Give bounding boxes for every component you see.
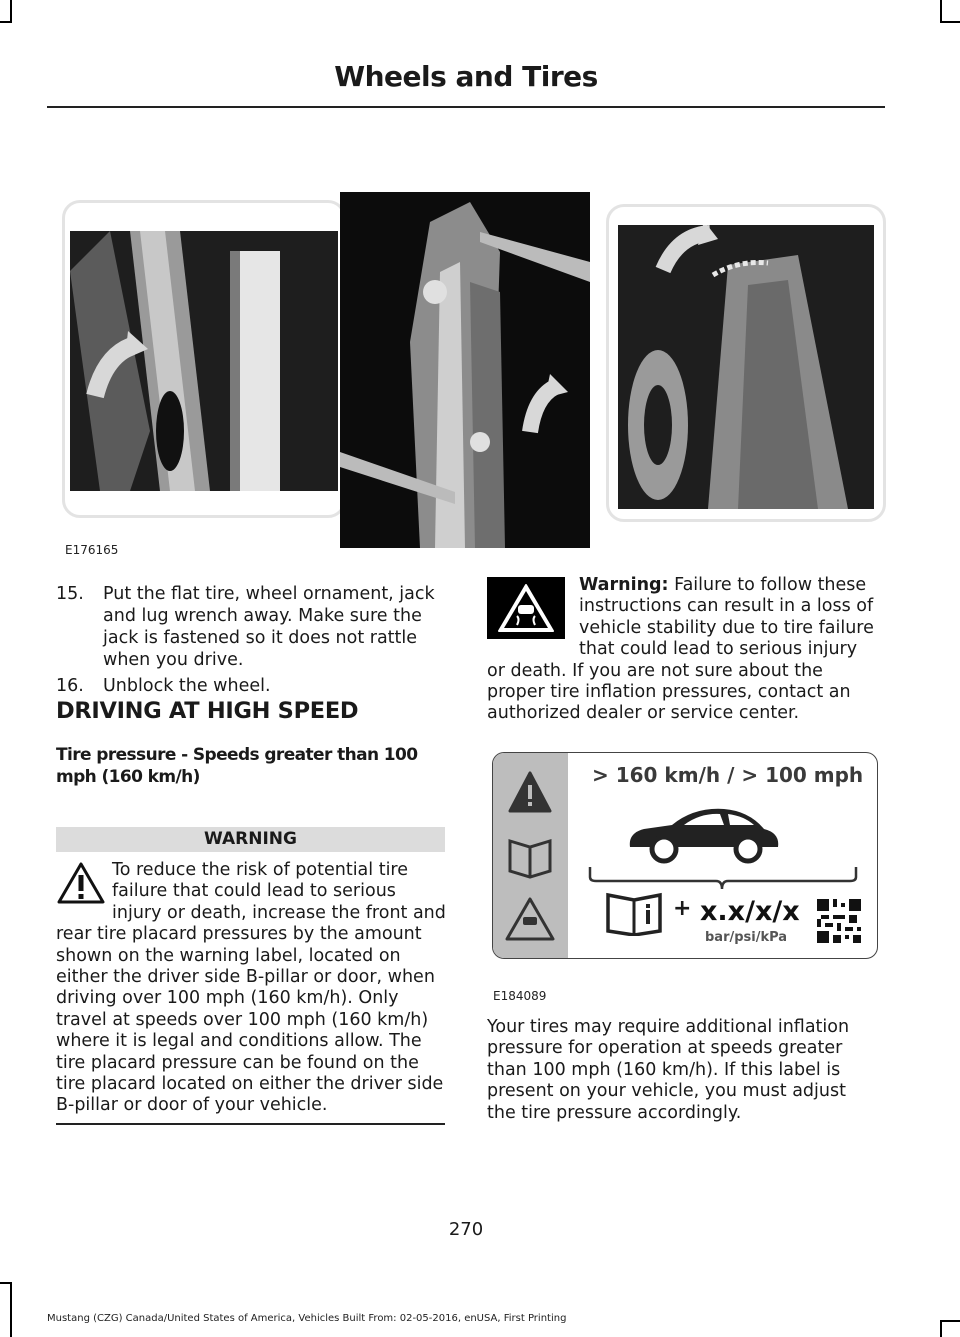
pressure-units: bar/psi/kPa [705,930,788,945]
step-16 [56,675,448,697]
plus-sign [673,896,691,921]
skid-warning-icon [487,577,565,643]
step-15 [56,583,448,671]
jack-stowage-illustration [62,192,886,557]
page-title: Wheels and Tires [334,60,598,93]
plus-text: + [673,896,692,921]
figure-code: E184089 [493,989,547,1003]
manual-book-icon [605,890,663,936]
crop-mark [940,0,942,22]
center-jack-view [340,192,590,548]
right-detail-panel [606,204,886,522]
car-silhouette-icon [624,803,784,867]
label-icon-strip [493,753,568,958]
crop-mark [940,21,960,23]
warning-triangle-icon [56,860,106,924]
page-footer: Mustang (CZG) Canada/United States of America, Vehicles Built From: 02-05-2016, enUSA, First Printing [47,1313,567,1324]
crop-mark [0,21,12,23]
warning-body: Failure to follow these instructions can result in a loss of vehicle stability due to tire failure that could lead to serious injury or death. If you are not sure about the proper tire inflation pressures, contact an authorized dealer or service center. [487,575,874,724]
high-speed-tire-label-figure [492,752,878,959]
header-rule [47,106,885,108]
stability-warning [487,575,879,725]
crop-mark [940,1320,960,1322]
step-text: Unblock the wheel. [103,676,271,696]
crop-mark [10,1282,12,1337]
crop-mark [940,1320,942,1337]
page-number: 270 [448,1219,484,1240]
left-detail-panel [62,200,346,518]
step-number: 16. [56,676,84,696]
speed-threshold: > 160 km/h / > 100 mph [592,763,864,787]
body-paragraph: Your tires may require additional inflation pressure for operation at speeds greater than 100 mph (160 km/h). If this label is present on your vehicle, you must adjust the tire pressure accordingly. [487,1017,850,1123]
crop-mark [10,0,12,22]
warning-label: WARNING [56,827,445,852]
pressure-value: x.x/x/x [700,896,800,927]
warning-end-rule [56,1123,445,1125]
step-text: Put the flat tire, wheel ornament, jack and lug wrench away. Make sure the jack is fastened so it does not rattle when you drive. [103,584,435,670]
warning-box [56,860,448,1117]
step-number: 15. [56,584,84,604]
qr-code-icon [817,899,861,943]
section-subheading: Tire pressure - Speeds greater than 100 mph (160 km/h) [56,745,418,787]
section-heading: DRIVING AT HIGH SPEED [56,698,359,724]
figure-code: E176165 [65,543,119,557]
warning-lead: Warning: [579,575,669,595]
crop-mark [0,1282,12,1284]
warning-text: To reduce the risk of potential tire failure that could lead to serious injury or death, increase the front and rear tire placard pressures by the amount shown on the warning label, located on either the driver side B-pillar or door, when driving over 100 mph (160 km/h). Only travel at speeds over 100 mph (160 km/h) where it is legal and conditions allow. The tire placard pressure can be found on the tire placard located on either the driver side B-pillar or door of your vehicle. [56,860,446,1116]
